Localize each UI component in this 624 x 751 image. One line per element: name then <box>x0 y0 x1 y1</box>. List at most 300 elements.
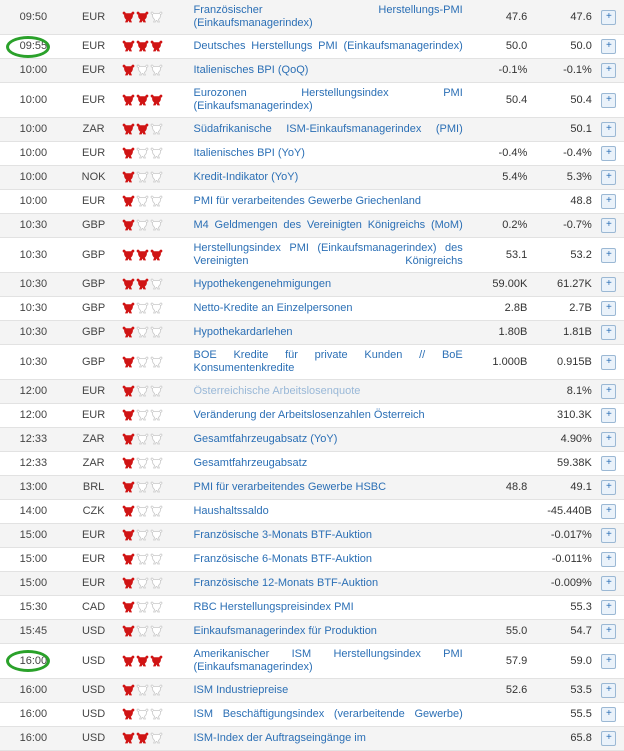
event-time: 13:00 <box>0 476 67 500</box>
plus-icon[interactable]: + <box>601 194 616 209</box>
event-link[interactable]: Französische 6-Monats BTF-Auktion <box>193 553 372 565</box>
importance-rating <box>120 238 191 273</box>
table-row[interactable] <box>0 273 624 297</box>
actual-value: 2.8B <box>465 297 530 321</box>
event-link[interactable]: PMI für verarbeitendes Gewerbe HSBC <box>193 481 387 493</box>
event-link[interactable]: Französische 12-Monats BTF-Auktion <box>193 577 379 589</box>
event-time: 09:50 <box>0 0 67 35</box>
expand-row-cell <box>594 59 624 83</box>
importance-rating <box>120 190 191 214</box>
event-name[interactable] <box>191 273 464 297</box>
event-name[interactable] <box>191 620 464 644</box>
actual-value: -0.1% <box>465 59 530 83</box>
table-row[interactable] <box>0 703 624 727</box>
actual-value: 53.1 <box>465 238 530 273</box>
bull-icon-empty <box>150 601 163 613</box>
bull-icon-empty <box>150 64 163 76</box>
event-time: 10:00 <box>0 190 67 214</box>
bull-icon-empty <box>150 684 163 696</box>
table-row[interactable] <box>0 428 624 452</box>
event-link[interactable]: Eurozonen Herstellungsindex PMI (Einkaufsmanagerindex) <box>193 87 463 112</box>
bull-icon-filled <box>122 147 135 159</box>
event-name[interactable] <box>191 428 464 452</box>
bull-icon-filled <box>122 278 135 290</box>
event-link[interactable]: Südafrikanische ISM-Einkaufsmanagerindex (PMI) <box>193 123 463 135</box>
table-row[interactable] <box>0 142 624 166</box>
plus-icon[interactable]: + <box>601 480 616 495</box>
plus-icon[interactable]: + <box>601 355 616 370</box>
event-name[interactable] <box>191 476 464 500</box>
actual-value: 5.4% <box>465 166 530 190</box>
actual-value <box>465 118 530 142</box>
event-name[interactable] <box>191 524 464 548</box>
event-link[interactable]: Deutsches Herstellungs PMI (Einkaufsmanagerindex) <box>193 40 463 52</box>
event-time: 15:00 <box>0 572 67 596</box>
event-time: 10:30 <box>0 238 67 273</box>
actual-value: 47.6 <box>465 0 530 35</box>
bull-icon-empty <box>150 505 163 517</box>
event-link[interactable]: ISM Beschäftigungsindex (verarbeitende Gewerbe) <box>193 708 463 720</box>
event-time: 16:00 <box>0 703 67 727</box>
event-time: 10:00 <box>0 118 67 142</box>
bull-icon-filled <box>136 732 149 744</box>
forecast-value: 50.0 <box>529 35 594 59</box>
bull-icon-filled <box>150 40 163 52</box>
event-link[interactable]: Hypothekengenehmigungen <box>193 278 332 290</box>
event-link[interactable]: Einkaufsmanagerindex für Produktion <box>193 625 377 637</box>
expand-row-cell <box>594 524 624 548</box>
table-row[interactable] <box>0 345 624 380</box>
event-name[interactable] <box>191 35 464 59</box>
importance-rating <box>120 524 191 548</box>
event-time: 09:55 <box>0 35 67 59</box>
plus-icon[interactable]: + <box>601 170 616 185</box>
table-row[interactable] <box>0 238 624 273</box>
event-name[interactable] <box>191 644 464 679</box>
bull-icon-empty <box>150 195 163 207</box>
plus-icon[interactable]: + <box>601 408 616 423</box>
event-time: 14:00 <box>0 500 67 524</box>
forecast-value: 310.3K <box>529 404 594 428</box>
event-name[interactable] <box>191 452 464 476</box>
expand-row-cell <box>594 238 624 273</box>
bull-icon-filled <box>122 171 135 183</box>
importance-rating <box>120 644 191 679</box>
currency-code: EUR <box>67 190 121 214</box>
expand-row-cell <box>594 321 624 345</box>
actual-value <box>465 548 530 572</box>
bull-icon-filled <box>122 356 135 368</box>
table-row[interactable] <box>0 500 624 524</box>
event-time: 12:33 <box>0 452 67 476</box>
forecast-value: -0.011% <box>529 548 594 572</box>
table-row[interactable] <box>0 476 624 500</box>
event-name[interactable] <box>191 500 464 524</box>
event-name[interactable] <box>191 297 464 321</box>
table-row[interactable] <box>0 572 624 596</box>
actual-value <box>465 703 530 727</box>
event-name[interactable] <box>191 679 464 703</box>
actual-value: 55.0 <box>465 620 530 644</box>
plus-icon[interactable]: + <box>601 456 616 471</box>
event-time: 10:30 <box>0 214 67 238</box>
plus-icon[interactable]: + <box>601 384 616 399</box>
expand-row-cell <box>594 166 624 190</box>
bull-icon-empty <box>136 433 149 445</box>
event-link[interactable]: Französischer Herstellungs-PMI (Einkaufsmanagerindex) <box>193 4 463 29</box>
actual-value: 1.000B <box>465 345 530 380</box>
bull-icon-empty <box>136 601 149 613</box>
currency-code: USD <box>67 703 121 727</box>
table-row[interactable] <box>0 190 624 214</box>
actual-value <box>465 524 530 548</box>
actual-value: -0.4% <box>465 142 530 166</box>
event-name[interactable] <box>191 190 464 214</box>
actual-value <box>465 190 530 214</box>
currency-code: GBP <box>67 345 121 380</box>
plus-icon[interactable]: + <box>601 432 616 447</box>
actual-value <box>465 572 530 596</box>
event-name[interactable] <box>191 380 464 404</box>
event-link[interactable]: BOE Kredite für private Kunden // BoE Konsumentenkredite <box>193 349 463 374</box>
bull-icon-filled <box>122 684 135 696</box>
event-name[interactable] <box>191 548 464 572</box>
bull-icon-filled <box>122 302 135 314</box>
expand-row-cell <box>594 404 624 428</box>
expand-row-cell <box>594 428 624 452</box>
event-link[interactable]: Gesamtfahrzeugabsatz (YoY) <box>193 433 338 445</box>
importance-rating <box>120 321 191 345</box>
importance-rating <box>120 345 191 380</box>
plus-icon[interactable]: + <box>601 63 616 78</box>
bull-icon-filled <box>122 625 135 637</box>
event-time: 12:00 <box>0 380 67 404</box>
event-name[interactable] <box>191 238 464 273</box>
bull-icon-filled <box>136 40 149 52</box>
plus-icon[interactable]: + <box>601 624 616 639</box>
actual-value: 0.2% <box>465 214 530 238</box>
event-link[interactable]: Italienisches BPI (QoQ) <box>193 64 309 76</box>
bull-icon-empty <box>136 529 149 541</box>
bull-icon-empty <box>150 147 163 159</box>
currency-code: EUR <box>67 524 121 548</box>
bull-icon-filled <box>122 64 135 76</box>
forecast-value: 61.27K <box>529 273 594 297</box>
bull-icon-filled <box>122 94 135 106</box>
plus-icon[interactable]: + <box>601 576 616 591</box>
bull-icon-filled <box>122 11 135 23</box>
bull-icon-empty <box>136 505 149 517</box>
currency-code: EUR <box>67 404 121 428</box>
currency-code: NOK <box>67 166 121 190</box>
bull-icon-empty <box>150 302 163 314</box>
forecast-value: 55.5 <box>529 703 594 727</box>
table-row[interactable] <box>0 548 624 572</box>
event-name[interactable] <box>191 345 464 380</box>
event-link[interactable]: Veränderung der Arbeitslosenzahlen Österreich <box>193 409 425 421</box>
importance-rating <box>120 380 191 404</box>
event-time: 10:00 <box>0 83 67 118</box>
table-row[interactable] <box>0 59 624 83</box>
currency-code: USD <box>67 620 121 644</box>
bull-icon-filled <box>122 457 135 469</box>
forecast-value: -45.440B <box>529 500 594 524</box>
importance-rating <box>120 500 191 524</box>
bull-icon-filled <box>122 409 135 421</box>
bull-icon-empty <box>150 219 163 231</box>
event-name[interactable] <box>191 727 464 751</box>
table-row[interactable] <box>0 404 624 428</box>
plus-icon[interactable]: + <box>601 707 616 722</box>
bull-icon-empty <box>150 356 163 368</box>
actual-value: 52.6 <box>465 679 530 703</box>
importance-rating <box>120 548 191 572</box>
bull-icon-filled <box>150 655 163 667</box>
expand-row-cell <box>594 83 624 118</box>
bull-icon-filled <box>122 529 135 541</box>
forecast-value: 55.3 <box>529 596 594 620</box>
event-name[interactable] <box>191 321 464 345</box>
expand-row-cell <box>594 572 624 596</box>
event-name[interactable] <box>191 59 464 83</box>
forecast-value: 8.1% <box>529 380 594 404</box>
plus-icon[interactable]: + <box>601 301 616 316</box>
event-link[interactable]: Netto-Kredite an Einzelpersonen <box>193 302 353 314</box>
bull-icon-empty <box>136 708 149 720</box>
actual-value <box>465 404 530 428</box>
actual-value: 50.4 <box>465 83 530 118</box>
table-row[interactable] <box>0 35 624 59</box>
table-row[interactable] <box>0 321 624 345</box>
bull-icon-filled <box>122 481 135 493</box>
table-row[interactable] <box>0 644 624 679</box>
table-row[interactable] <box>0 452 624 476</box>
forecast-value: 1.81B <box>529 321 594 345</box>
forecast-value: 50.4 <box>529 83 594 118</box>
bull-icon-empty <box>150 553 163 565</box>
bull-icon-empty <box>150 732 163 744</box>
event-name[interactable] <box>191 83 464 118</box>
table-row[interactable] <box>0 620 624 644</box>
event-link[interactable]: ISM Industriepreise <box>193 684 289 696</box>
plus-icon[interactable]: + <box>601 248 616 263</box>
plus-icon[interactable]: + <box>601 683 616 698</box>
bull-icon-empty <box>150 409 163 421</box>
currency-code: ZAR <box>67 118 121 142</box>
event-time: 10:00 <box>0 142 67 166</box>
currency-code: CZK <box>67 500 121 524</box>
currency-code: CAD <box>67 596 121 620</box>
event-link[interactable]: ISM-Index der Auftragseingänge im <box>193 732 366 744</box>
event-name[interactable] <box>191 404 464 428</box>
table-row[interactable] <box>0 118 624 142</box>
event-link[interactable]: Italienisches BPI (YoY) <box>193 147 305 159</box>
event-name[interactable] <box>191 572 464 596</box>
forecast-value: -0.017% <box>529 524 594 548</box>
bull-icon-empty <box>136 684 149 696</box>
currency-code: GBP <box>67 238 121 273</box>
currency-code: EUR <box>67 548 121 572</box>
plus-icon[interactable]: + <box>601 528 616 543</box>
importance-rating <box>120 727 191 751</box>
bull-icon-empty <box>136 356 149 368</box>
bull-icon-filled <box>122 708 135 720</box>
plus-icon[interactable]: + <box>601 122 616 137</box>
event-link[interactable]: Kredit-Indikator (YoY) <box>193 171 299 183</box>
event-time: 10:00 <box>0 166 67 190</box>
currency-code: EUR <box>67 572 121 596</box>
event-name[interactable] <box>191 214 464 238</box>
currency-code: EUR <box>67 142 121 166</box>
bull-icon-empty <box>136 481 149 493</box>
bull-icon-empty <box>136 625 149 637</box>
actual-value <box>465 452 530 476</box>
bull-icon-empty <box>150 385 163 397</box>
bull-icon-empty <box>136 577 149 589</box>
plus-icon[interactable]: + <box>601 39 616 54</box>
expand-row-cell <box>594 35 624 59</box>
expand-row-cell <box>594 297 624 321</box>
currency-code: USD <box>67 727 121 751</box>
event-link[interactable]: RBC Herstellungspreisindex PMI <box>193 601 354 613</box>
table-row[interactable] <box>0 83 624 118</box>
bull-icon-empty <box>136 219 149 231</box>
actual-value <box>465 500 530 524</box>
importance-rating <box>120 679 191 703</box>
event-time: 12:00 <box>0 404 67 428</box>
event-time: 10:30 <box>0 297 67 321</box>
bull-icon-filled <box>150 94 163 106</box>
event-name[interactable] <box>191 142 464 166</box>
bull-icon-empty <box>150 457 163 469</box>
bull-icon-filled <box>150 249 163 261</box>
bull-icon-empty <box>150 708 163 720</box>
currency-code: USD <box>67 644 121 679</box>
bull-icon-empty <box>150 529 163 541</box>
table-row[interactable] <box>0 297 624 321</box>
importance-rating <box>120 620 191 644</box>
event-time: 10:30 <box>0 321 67 345</box>
bull-icon-empty <box>150 171 163 183</box>
actual-value: 1.80B <box>465 321 530 345</box>
table-row[interactable] <box>0 679 624 703</box>
bull-icon-filled <box>136 11 149 23</box>
forecast-value: 50.1 <box>529 118 594 142</box>
event-name[interactable] <box>191 0 464 35</box>
event-link[interactable]: Herstellungsindex PMI (Einkaufsmanagerindex) des Vereinigten Königreichs <box>193 242 463 267</box>
importance-rating <box>120 273 191 297</box>
forecast-value: -0.009% <box>529 572 594 596</box>
bull-icon-filled <box>122 249 135 261</box>
expand-row-cell <box>594 644 624 679</box>
table-row[interactable] <box>0 380 624 404</box>
bull-icon-filled <box>122 219 135 231</box>
table-row[interactable] <box>0 0 624 35</box>
table-row[interactable] <box>0 596 624 620</box>
event-link[interactable]: Haushaltssaldo <box>193 505 269 517</box>
bull-icon-filled <box>122 553 135 565</box>
bull-icon-empty <box>136 64 149 76</box>
bull-icon-empty <box>150 481 163 493</box>
plus-icon[interactable]: + <box>601 654 616 669</box>
bull-icon-filled <box>136 655 149 667</box>
event-link[interactable]: Gesamtfahrzeugabsatz <box>193 457 308 469</box>
bull-icon-filled <box>136 278 149 290</box>
expand-row-cell <box>594 476 624 500</box>
expand-row-cell <box>594 345 624 380</box>
event-time: 16:00 <box>0 644 67 679</box>
table-row[interactable] <box>0 166 624 190</box>
event-link[interactable]: Hypothekardarlehen <box>193 326 293 338</box>
bull-icon-empty <box>150 278 163 290</box>
forecast-value: 47.6 <box>529 0 594 35</box>
bull-icon-empty <box>136 385 149 397</box>
currency-code: GBP <box>67 214 121 238</box>
forecast-value: 0.915B <box>529 345 594 380</box>
plus-icon[interactable]: + <box>601 552 616 567</box>
expand-row-cell <box>594 452 624 476</box>
plus-icon[interactable]: + <box>601 277 616 292</box>
bull-icon-filled <box>122 326 135 338</box>
bull-icon-empty <box>150 123 163 135</box>
event-link[interactable]: Österreichische Arbeitslosenquote <box>193 385 361 397</box>
bull-icon-empty <box>150 625 163 637</box>
event-name[interactable] <box>191 166 464 190</box>
event-name[interactable] <box>191 703 464 727</box>
event-link[interactable]: M4 Geldmengen des Vereinigten Königreichs (MoM) <box>193 219 463 231</box>
table-row[interactable] <box>0 524 624 548</box>
event-link[interactable]: Französische 3-Monats BTF-Auktion <box>193 529 372 541</box>
plus-icon[interactable]: + <box>601 600 616 615</box>
bull-icon-empty <box>150 577 163 589</box>
bull-icon-empty <box>136 302 149 314</box>
importance-rating <box>120 35 191 59</box>
forecast-value: 48.8 <box>529 190 594 214</box>
event-time: 15:30 <box>0 596 67 620</box>
expand-row-cell <box>594 0 624 35</box>
bull-icon-filled <box>136 123 149 135</box>
event-time: 15:00 <box>0 524 67 548</box>
event-name[interactable] <box>191 596 464 620</box>
event-link[interactable]: Amerikanischer ISM Herstellungsindex PMI (Einkaufsmanagerindex) <box>193 648 463 673</box>
event-name[interactable] <box>191 118 464 142</box>
expand-row-cell <box>594 214 624 238</box>
bull-icon-filled <box>122 40 135 52</box>
currency-code: USD <box>67 679 121 703</box>
bull-icon-filled <box>122 505 135 517</box>
importance-rating <box>120 572 191 596</box>
plus-icon[interactable]: + <box>601 218 616 233</box>
expand-row-cell <box>594 500 624 524</box>
expand-row-cell <box>594 703 624 727</box>
bull-icon-empty <box>136 409 149 421</box>
plus-icon[interactable]: + <box>601 504 616 519</box>
table-row[interactable] <box>0 727 624 751</box>
importance-rating <box>120 596 191 620</box>
plus-icon[interactable]: + <box>601 146 616 161</box>
plus-icon[interactable]: + <box>601 10 616 25</box>
actual-value <box>465 727 530 751</box>
actual-value: 59.00K <box>465 273 530 297</box>
bull-icon-filled <box>122 195 135 207</box>
table-row[interactable] <box>0 214 624 238</box>
plus-icon[interactable]: + <box>601 93 616 108</box>
event-link[interactable]: PMI für verarbeitendes Gewerbe Griechenland <box>193 195 421 207</box>
plus-icon[interactable]: + <box>601 731 616 746</box>
event-time: 15:45 <box>0 620 67 644</box>
forecast-value: 54.7 <box>529 620 594 644</box>
plus-icon[interactable]: + <box>601 325 616 340</box>
